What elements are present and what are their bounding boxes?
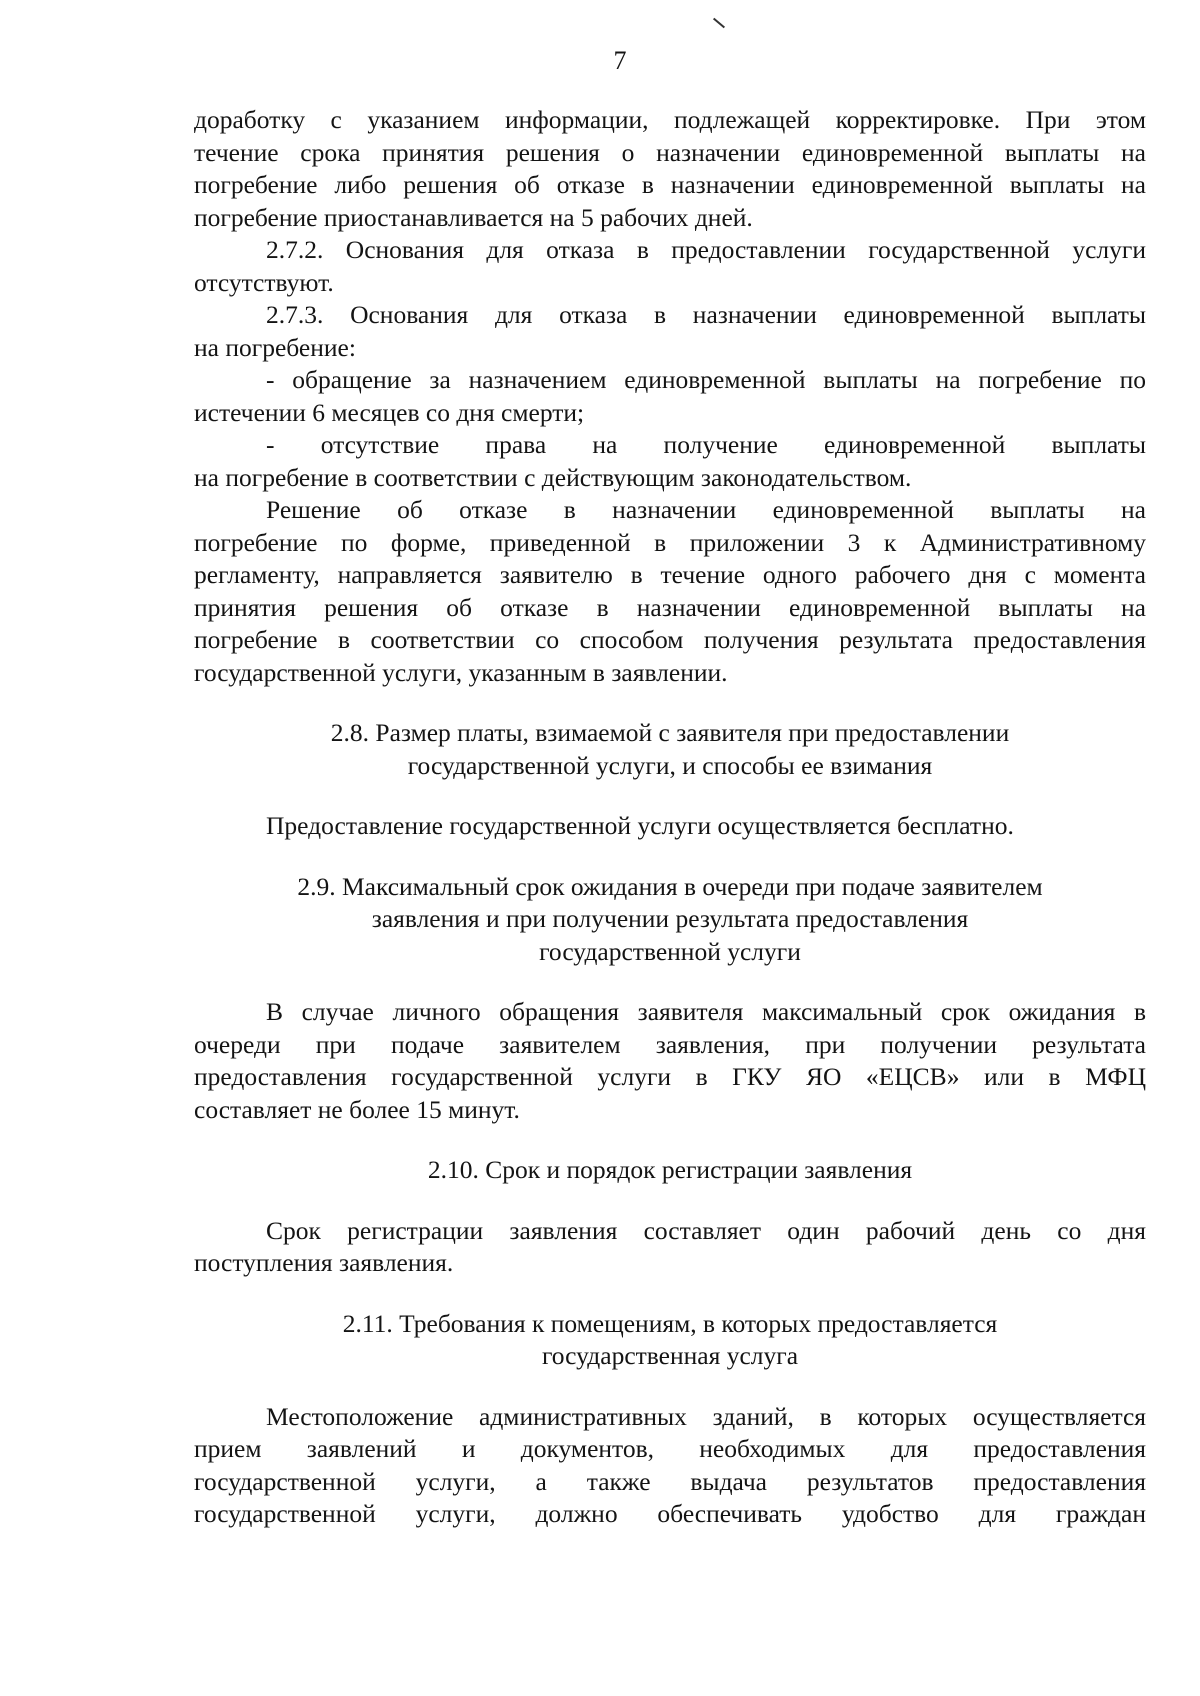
text-line: предоставления государственной услуги в ГКУ ЯО «ЕЦСВ» или в МФЦ <box>194 1062 1146 1091</box>
paragraph-continuation <box>194 104 1146 234</box>
text-line: погребение в соответствии со способом получения результата предоставления <box>194 625 1146 654</box>
text-line: - обращение за назначением единовременной выплаты на погребение по <box>266 365 1146 394</box>
heading-line: 2.11. Требования к помещениям, в которых предоставляется <box>342 1308 998 1338</box>
heading-line: заявления и при получении результата предоставления <box>371 904 969 933</box>
text-line: прием заявлений и документов, необходимых для предоставления <box>194 1434 1146 1463</box>
paragraph-2-10 <box>194 1215 1146 1280</box>
text-line: погребение приостанавливается на 5 рабочих дней. <box>194 202 753 232</box>
text-line: истечении 6 месяцев со дня смерти; <box>194 397 585 427</box>
text-line: 2.7.3. Основания для отказа в назначении единовременной выплаты <box>266 300 1146 329</box>
paragraph-2-7-3 <box>194 299 1146 364</box>
heading-line: государственная услуга <box>541 1341 799 1370</box>
text-line: 2.7.2. Основания для отказа в предоставлении государственной услуги <box>266 235 1146 264</box>
section-heading-2-11 <box>194 1308 1146 1373</box>
section-heading-2-8 <box>194 717 1146 782</box>
document-body <box>194 104 1146 1531</box>
heading-line: государственной услуги, и способы ее взимания <box>407 750 933 780</box>
heading-line: 2.8. Размер платы, взимаемой с заявителя при предоставлении <box>330 718 1010 747</box>
text-line: погребение либо решения об отказе в назначении единовременной выплаты на <box>194 170 1146 199</box>
text-line: - отсутствие права на получение единовременной выплаты <box>266 430 1146 459</box>
paragraph-2-11 <box>194 1401 1146 1531</box>
text-line: доработку с указанием информации, подлежащей корректировке. При этом <box>194 105 1146 134</box>
text-line: государственной услуги, а также выдача результатов предоставления <box>194 1466 1146 1496</box>
text-line: течение срока принятия решения о назначении единовременной выплаты на <box>194 137 1146 167</box>
page-number: 7 <box>613 46 627 75</box>
text-line: поступления заявления. <box>194 1248 454 1277</box>
text-line: В случае личного обращения заявителя максимальный срок ожидания в <box>266 997 1146 1026</box>
text-line: погребение по форме, приведенной в приложении 3 к Административному <box>194 527 1146 557</box>
text-line: Срок регистрации заявления составляет один рабочий день со дня <box>266 1215 1146 1245</box>
text-line: принятия решения об отказе в назначении единовременной выплаты на <box>194 592 1146 622</box>
paragraph-refusal <box>194 494 1146 689</box>
heading-line: 2.9. Максимальный срок ожидания в очереди при подаче заявителем <box>297 871 1043 901</box>
paragraph-2-7-2 <box>194 234 1146 299</box>
heading-line: государственной услуги <box>539 936 801 966</box>
paragraph-2-8: Предоставление государственной услуги осуществляется бесплатно. <box>266 811 1014 840</box>
section-heading-2-10: 2.10. Срок и порядок регистрации заявления <box>427 1155 913 1184</box>
scan-mark <box>713 18 725 29</box>
text-line: регламенту, направляется заявителю в течение одного рабочего дня с момента <box>194 560 1146 589</box>
text-line: государственной услуги, должно обеспечивать удобство для граждан <box>194 1499 1146 1528</box>
text-line: государственной услуги, указанным в заявлении. <box>194 657 728 687</box>
list-item <box>194 364 1146 429</box>
text-line: очереди при подаче заявителем заявления, при получении результата <box>194 1029 1146 1059</box>
text-line: отсутствуют. <box>194 267 334 297</box>
text-line: на погребение в соответствии с действующим законодательством. <box>194 462 912 492</box>
list-item <box>194 429 1146 494</box>
text-line: на погребение: <box>194 332 356 362</box>
section-heading-2-9 <box>194 871 1146 969</box>
text-line: Решение об отказе в назначении единовременной выплаты на <box>266 495 1146 524</box>
paragraph-2-9 <box>194 996 1146 1126</box>
text-line: Местоположение административных зданий, в которых осуществляется <box>266 1401 1146 1431</box>
text-line: составляет не более 15 минут. <box>194 1094 520 1124</box>
